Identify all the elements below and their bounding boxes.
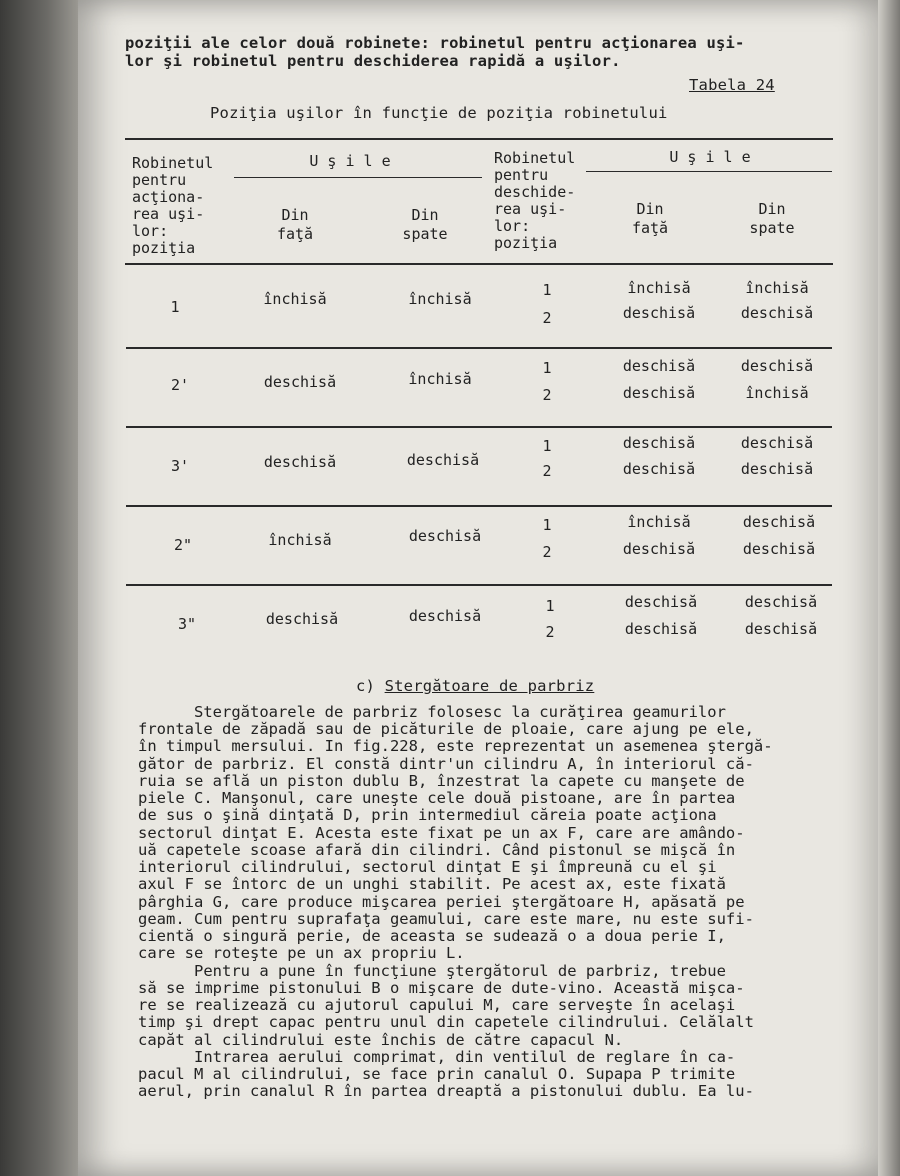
section-heading: [356, 679, 594, 694]
row-2-sub-1-fata: deschisă: [622, 357, 696, 375]
header-col2: Din faţă: [276, 206, 314, 243]
row-1-sub-2-fata: deschisă: [622, 304, 696, 322]
row-5-position: 3": [177, 615, 197, 633]
row-2-fata: deschisă: [263, 373, 337, 391]
row-4-sub-2-position: 2: [542, 543, 552, 561]
body-line: sectorul dinţat E. Acesta este fixat pe un ax F, care are amândo-: [138, 824, 745, 842]
row-5-sub-2-spate: deschisă: [744, 620, 818, 638]
row-4-sub-2-spate: deschisă: [742, 540, 816, 558]
row-3-sub-1-spate: deschisă: [740, 434, 814, 452]
body-line: frontale de zăpadă sau de picăturile de ploaie, care ajung pe ele,: [138, 720, 754, 738]
row-3-rule: [126, 505, 832, 507]
row-3-sub-2-fata: deschisă: [622, 460, 696, 478]
body-line: în timpul mersului. In fig.228, este reprezentat un asemenea ştergă-: [138, 737, 773, 755]
page-edge-shadow: [878, 0, 900, 1176]
row-5-sub-2-fata: deschisă: [624, 620, 698, 638]
intro-line-1: poziţii ale celor două robinete: robinetul pentru acţionarea uşi-: [125, 34, 745, 52]
row-1-sub-2-position: 2: [542, 309, 552, 327]
row-4-rule: [126, 584, 832, 586]
body-line: interiorul cilindrului, sectorul dinţat E şi împreună cu el şi: [138, 858, 717, 876]
body-line: pârghia G, care produce mişcarea periei ştergătoare H, apăsată pe: [138, 893, 745, 911]
row-2-sub-1-position: 1: [542, 359, 552, 377]
row-3-sub-2-spate: deschisă: [740, 460, 814, 478]
row-4-spate: deschisă: [408, 527, 482, 545]
body-line: aerul, prin canalul R în partea dreaptă a pistonului dublu. Ea lu-: [138, 1082, 754, 1100]
body-line: piele C. Manşonul, care uneşte cele două pistoane, are în partea: [138, 789, 736, 807]
row-3-spate: deschisă: [406, 451, 480, 469]
body-line: Stergătoarele de parbriz folosesc la curăţirea geamurilor: [138, 703, 726, 721]
book-binding-shadow: [0, 0, 78, 1176]
section-heading-title: Stergătoare de parbriz: [384, 677, 595, 695]
row-3-position: 3': [170, 457, 190, 475]
row-5-spate: deschisă: [408, 607, 482, 625]
row-2-position: 2': [170, 376, 190, 394]
body-line: care se roteşte pe un ax propriu L.: [138, 944, 465, 962]
intro-line-2: lor şi robinetul pentru deschiderea rapidă a uşilor.: [125, 52, 621, 70]
body-line: Pentru a pune în funcţiune ştergătorul de parbriz, trebue: [138, 962, 726, 980]
body-line: cientă o singură perie, de aceasta se sudează o a doua perie I,: [138, 927, 726, 945]
row-4-sub-1-spate: deschisă: [742, 513, 816, 531]
header-group1: U ş i l e: [309, 152, 391, 170]
row-5-sub-1-position: 1: [545, 597, 555, 615]
body-line: Intrarea aerului comprimat, din ventilul de reglare în ca-: [138, 1048, 736, 1066]
row-2-sub-2-position: 2: [542, 386, 552, 404]
row-4-sub-1-position: 1: [542, 516, 552, 534]
row-4-sub-1-fata: închisă: [627, 513, 691, 531]
row-3-sub-2-position: 2: [542, 462, 552, 480]
header-col6: Din spate: [749, 200, 795, 237]
row-3-fata: deschisă: [263, 453, 337, 471]
body-line: pacul M al cilindrului, se face prin canalul O. Supapa P trimite: [138, 1065, 736, 1083]
row-2-sub-2-fata: deschisă: [622, 384, 696, 402]
group1-underline: [234, 177, 482, 178]
table-top-rule: [125, 138, 833, 140]
row-3-sub-1-fata: deschisă: [622, 434, 696, 452]
row-5-sub-2-position: 2: [545, 623, 555, 641]
body-line: geam. Cum pentru suprafaţa geamului, care este mare, nu este sufi-: [138, 910, 754, 928]
row-5-sub-1-fata: deschisă: [624, 593, 698, 611]
header-col1: Robinetul pentru acţiona- rea uşi- lor: poziţia: [132, 154, 214, 257]
row-5-fata: deschisă: [265, 610, 339, 628]
section-heading-prefix: c): [356, 677, 385, 695]
row-2-rule: [126, 426, 832, 428]
row-1-sub-1-spate: închisă: [745, 279, 809, 297]
row-4-sub-2-fata: deschisă: [622, 540, 696, 558]
row-1-position: 1: [170, 298, 180, 316]
body-line: gător de parbriz. El constă dintr'un cilindru A, în interiorul că-: [138, 755, 754, 773]
header-bottom-rule: [125, 263, 833, 265]
table-title: Poziţia uşilor în funcţie de poziţia robinetului: [210, 104, 668, 122]
body-line: axul F se întorc de un unghi stabilit. Pe acest ax, este fixată: [138, 875, 726, 893]
row-2-sub-2-spate: închisă: [745, 384, 809, 402]
row-1-spate: închisă: [408, 290, 472, 308]
body-line: uă capetele scoase afară din cilindri. Când pistonul se mişcă în: [138, 841, 736, 859]
row-1-sub-1-fata: închisă: [627, 279, 691, 297]
row-4-fata: închisă: [268, 531, 332, 549]
row-1-fata: închisă: [263, 290, 327, 308]
body-line: timp şi drept capac pentru unul din capetele cilindrului. Celălalt: [138, 1013, 754, 1031]
body-line: să se imprime pistonului B o mişcare de dute-vino. Această mişca-: [138, 979, 745, 997]
body-line: de sus o şină dinţată D, prin intermediul căreia poate acţiona: [138, 806, 717, 824]
row-4-position: 2": [173, 536, 193, 554]
body-line: ruia se află un piston dublu B, înzestrat la capete cu manşete de: [138, 772, 745, 790]
row-2-sub-1-spate: deschisă: [740, 357, 814, 375]
table-label: Tabela 24: [689, 76, 775, 94]
group2-underline: [586, 171, 832, 172]
row-1-sub-1-position: 1: [542, 281, 552, 299]
header-col5: Din faţă: [631, 200, 669, 237]
row-1-sub-2-spate: deschisă: [740, 304, 814, 322]
row-1-rule: [126, 347, 832, 349]
header-group2: U ş i l e: [669, 148, 751, 166]
body-line: re se realizează cu ajutorul capului M, care serveşte în acelaşi: [138, 996, 736, 1014]
row-3-sub-1-position: 1: [542, 437, 552, 455]
header-col4: Robinetul pentru deschide- rea uşi- lor: poziţia: [494, 149, 576, 252]
row-5-sub-1-spate: deschisă: [744, 593, 818, 611]
body-line: capăt al cilindrului este închis de către capacul N.: [138, 1031, 624, 1049]
row-2-spate: închisă: [408, 370, 472, 388]
header-col3: Din spate: [402, 206, 448, 243]
